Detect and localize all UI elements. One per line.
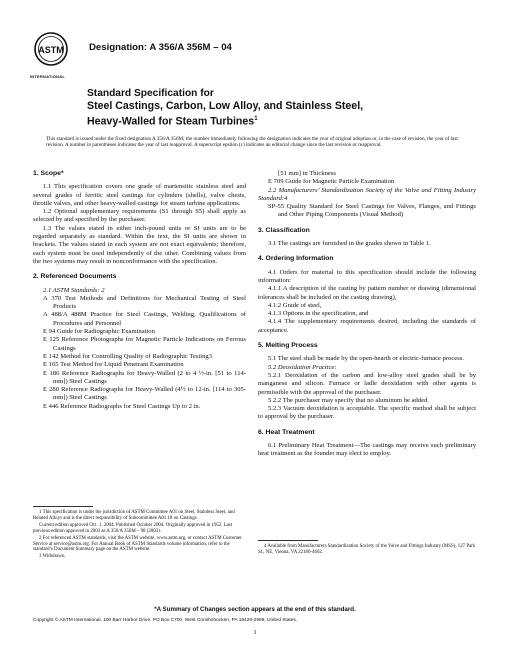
title-line-3: Heavy-Walled for Steam Turbines	[87, 115, 255, 128]
para-1-2: 1.2 Optional supplementary requirements (S1 through S5) shall apply as selected by and specified by the purchaser.	[33, 208, 246, 224]
reference-item: E 125 Reference Photographs for Magnetic Particle Indications on Ferrous Castings	[43, 336, 246, 352]
para-5-2-3: 5.2.3 Vacuum deoxidation is acceptable. The specific method shall be subject to approval by the purchaser.	[258, 405, 476, 421]
para-6-1: 6.1 Preliminary Heat Treatment—The castings may receive such preliminary heat treatment as the founder may elect to employ.	[258, 442, 476, 458]
footnote-1-edition: Current edition approved Oct. 1, 2004. Published October 2004. Originally approved in 1952. Last previous edition approved in 2003 as A 356/A 356M – 98 (2003).	[33, 522, 233, 534]
reference-item: E 280 Reference Radiographs for Heavy-Walled (4½ to 12-in. [114 to 305-mm]) Steel Castings	[43, 386, 246, 402]
footnote-4: 4 Available from Manufacturers Standardization Society of the Valve and Fittings Industry (MSS), 127 Park St., NE, Vienna, VA 22180-4602.	[258, 544, 476, 555]
para-3-1: 3.1 The castings are furnished in the grades shown in Table 1.	[268, 240, 431, 248]
reference-continuation: [51 mm] in Thickness	[278, 170, 336, 177]
footnote-1: 1 This specification is under the jurisdiction of ASTM Committee A01 on Steel, Stainless Steel, and Related Alloys and is the direct responsibility of Subcommittee A01.18 on Castings.	[33, 510, 235, 521]
section-heading-ordering: 4. Ordering Information	[258, 255, 334, 263]
section-heading-scope: 1. Scope*	[33, 170, 64, 177]
para-4-1-2: 4.1.2 Grade of steel,	[268, 301, 322, 309]
reference-item: A 488/A 488M Practice for Steel Castings, Welding, Qualifications of Procedures and Personnel	[43, 311, 246, 327]
designation: Designation: A 356/A 356M – 04	[89, 42, 232, 53]
footnote-2: 2 For referenced ASTM standards, visit the ASTM website, www.astm.org, or contact ASTM Customer Service at service@astm.org. For Annual Book of ASTM Standards volume information, refer to the standard’s Document Summary page on the ASTM website.	[33, 535, 242, 553]
reference-item: E 186 Reference Radiographs for Heavy-Walled (2 to 4 ½-in. [51 to 114-mm]) Steel Castings	[43, 369, 246, 385]
para-4-1: 4.1 Orders for material to this specification should include the following information:	[258, 268, 476, 284]
para-2-2: 2.2 Manufacturers’ Standardization Society of the Valve and Fitting Industry Standard:4	[258, 186, 476, 202]
section-heading-melting: 5. Melting Process	[258, 342, 318, 350]
para-2-1: 2.1 ASTM Standards: 2	[43, 286, 105, 294]
para-4-1-1: 4.1.1 A description of the casting by pattern number or drawing (dimensional tolerances shall be included on the casting drawing),	[258, 285, 476, 301]
reference-item: E 165 Test Method for Liquid Penetrant Examination	[43, 361, 184, 369]
footnote-rule-right	[258, 540, 318, 541]
left-column	[33, 170, 246, 411]
reference-item: E 142 Method for Controlling Quality of Radiographic Testing3	[43, 352, 212, 360]
para-5-1: 5.1 The steel shall be made by the open-hearth or electric-furnace process.	[268, 355, 464, 363]
footnote-3: 3 Withdrawn.	[39, 554, 66, 560]
reference-item: E 709 Guide for Magnetic Particle Examination	[268, 178, 395, 186]
page-number: 1	[253, 629, 257, 636]
section-heading-classification: 3. Classification	[258, 226, 310, 234]
logo-subtitle: INTERNATIONAL	[30, 74, 65, 79]
para-1-1: 1.1 This specification covers one grade of martensitic stainless steel and several grades of ferritic steel castings for cylinders (shells), valve chests, throttle valves, and other heavy-walled castings for steam turbine applications.	[33, 183, 246, 207]
astm-logo-icon	[34, 32, 68, 74]
reference-item: A 370 Test Methods and Definitions for Mechanical Testing of Steel Products	[43, 294, 246, 311]
footnotes-right	[258, 544, 476, 557]
logo-text: ASTM	[38, 45, 64, 55]
title-line-1: Standard Specification for	[87, 88, 214, 99]
para-4-1-3: 4.1.3 Options in the specification, and	[268, 310, 369, 318]
para-4-1-4: 4.1.4 The supplementary requirements desired, including the standards of acceptance.	[258, 318, 476, 334]
issuance-note: This standard is issued under the fixed designation A 356/A 356M; the number immediately following the designation indicates the year of original adoption or, in the case of revision, the year of last revision. A number in parentheses indicates the year of last reapproval. A superscript epsilon (ε) indicates an editorial change since the last revision or reapproval.	[46, 136, 458, 149]
title-footnote-mark: 1	[254, 115, 258, 122]
para-5-2-1: 5.2.1 Deoxidation of the carbon and low-alloy steel grades shall be by manganese and silicon. Furnace or ladle deoxidation with other agents is permissible with the approval of the purchaser.	[258, 371, 476, 396]
right-column	[258, 170, 476, 459]
para-5-2-2: 5.2.2 The purchaser may specify that no aluminum be added.	[268, 396, 430, 404]
para-1-3: 1.3 The values stated in either inch-pound units or SI units are to be regarded separately as standard. Within the text, the SI units are shown in brackets. The values stated in each system are not exact equivalents; therefore, each system must be used independently of the other. Combining values from the two systems may result in nonconformance with the specification.	[33, 224, 246, 265]
document-title	[87, 88, 487, 128]
title-line-2: Steel Castings, Carbon, Low Alloy, and Stainless Steel,	[87, 100, 364, 112]
footnote-rule-left	[33, 506, 93, 507]
section-heading-referenced-documents: 2. Referenced Documents	[33, 273, 117, 281]
section-heading-heat-treatment: 6. Heat Treatment	[258, 428, 315, 436]
reference-item: E 94 Guide for Radiographic Examination	[43, 328, 155, 336]
reference-item: E 446 Reference Radiographs for Steel Castings Up to 2 in.	[43, 402, 201, 410]
footnotes-left	[33, 510, 246, 561]
summary-of-changes-note: *A Summary of Changes section appears at the end of this standard.	[154, 606, 356, 613]
para-5-2: 5.2 Deoxidation Practice:	[268, 363, 337, 371]
copyright: Copyright © ASTM International, 100 Barr Harbor Drive, PO Box C700, West Conshohocken, PA 19428-2959, United States.	[33, 618, 298, 623]
reference-item: SP-55 Quality Standard for Steel Castings for Valves, Flanges, and Fittings and Other Piping Components (Visual Method)	[268, 203, 476, 219]
